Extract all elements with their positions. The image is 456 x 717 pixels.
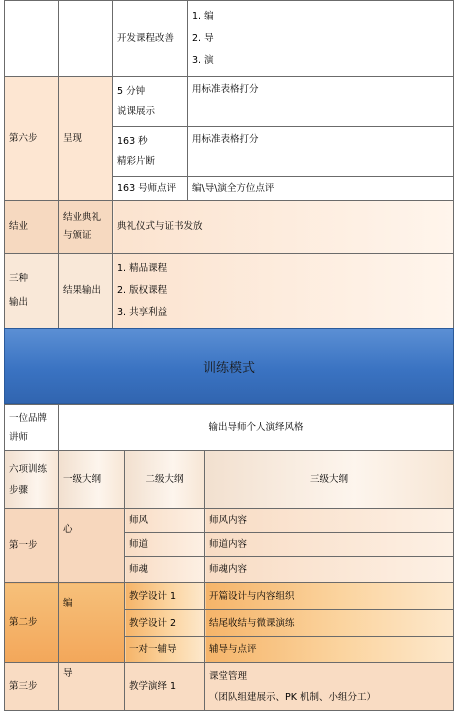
step1-level3: 师风内容 bbox=[205, 509, 454, 533]
improve-item: 2. 导 bbox=[192, 32, 214, 44]
improve-item: 1. 编 bbox=[192, 10, 214, 22]
improve-row bbox=[5, 1, 454, 77]
empty-cell bbox=[5, 1, 59, 77]
step3-level2: 教学演绎 1 bbox=[125, 663, 205, 711]
brand-label-line: 一位品牌 bbox=[9, 412, 48, 424]
sub-label-line: 精彩片断 bbox=[117, 155, 156, 167]
step6-phase: 呈现 bbox=[59, 77, 113, 201]
step3-row bbox=[5, 663, 454, 711]
improve-items bbox=[188, 1, 454, 77]
training-mode-banner bbox=[4, 328, 454, 404]
header-level2: 二级大纲 bbox=[125, 451, 205, 509]
step2-label: 第二步 bbox=[5, 583, 59, 663]
step3-level1: 导 bbox=[59, 663, 125, 711]
header-line: 六项训练 bbox=[9, 463, 48, 475]
sub-label-line: 163 秒 bbox=[117, 135, 148, 147]
output-item: 1. 精品课程 bbox=[117, 263, 168, 274]
step6-sub-label: 163 号师点评 bbox=[113, 177, 188, 201]
sub-label-line: 说课展示 bbox=[117, 105, 156, 117]
step2-level2: 教学设计 2 bbox=[125, 610, 205, 637]
step-line: 输出 bbox=[9, 297, 29, 308]
phase-line: 结业典礼 bbox=[63, 212, 102, 223]
graduation-content: 典礼仪式与证书发放 bbox=[113, 201, 454, 254]
brand-row bbox=[5, 405, 454, 451]
graduation-row bbox=[5, 201, 454, 254]
step2-level3: 开篇设计与内容组织 bbox=[205, 583, 454, 610]
outputs-items bbox=[113, 254, 454, 329]
empty-cell bbox=[59, 1, 113, 77]
step-line: 三种 bbox=[9, 273, 29, 284]
brand-label-line: 讲师 bbox=[9, 431, 29, 443]
step2-level3: 辅导与点评 bbox=[205, 637, 454, 663]
step3-label: 第三步 bbox=[5, 663, 59, 711]
outputs-step bbox=[5, 254, 59, 329]
step1-label: 第一步 bbox=[5, 509, 59, 583]
improve-label: 开发课程改善 bbox=[113, 1, 188, 77]
step2-level2: 一对一辅导 bbox=[125, 637, 205, 663]
outputs-phase: 结果输出 bbox=[59, 254, 113, 329]
header-line: 步骤 bbox=[9, 484, 29, 496]
step1-level3: 师道内容 bbox=[205, 533, 454, 557]
banner-title: 训练模式 bbox=[202, 360, 255, 376]
header-level3: 三级大纲 bbox=[205, 451, 454, 509]
improve-item: 3. 演 bbox=[192, 54, 214, 66]
graduation-phase bbox=[59, 201, 113, 254]
step1-level1: 心 bbox=[59, 509, 125, 583]
step6-sub-label bbox=[113, 77, 188, 127]
sub-label-line: 5 分钟 bbox=[117, 85, 146, 97]
brand-content: 输出导师个人演绎风格 bbox=[59, 405, 454, 451]
level3-line: （团队组建展示、PK 机制、小组分工） bbox=[209, 691, 376, 703]
step3-level3 bbox=[205, 663, 454, 711]
step6-content: 用标准表格打分 bbox=[188, 77, 454, 127]
graduation-step: 结业 bbox=[5, 201, 59, 254]
top-table bbox=[4, 0, 454, 329]
step1-level2: 师道 bbox=[125, 533, 205, 557]
step2-level3: 结尾收结与微课演练 bbox=[205, 610, 454, 637]
phase-line: 与颁证 bbox=[63, 230, 92, 241]
level3-line: 课堂管理 bbox=[209, 670, 248, 682]
step1-level2: 师风 bbox=[125, 509, 205, 533]
step2-level2: 教学设计 1 bbox=[125, 583, 205, 610]
brand-label bbox=[5, 405, 59, 451]
output-item: 2. 版权课程 bbox=[117, 285, 168, 296]
bottom-table bbox=[4, 404, 454, 711]
step1-level2: 师魂 bbox=[125, 557, 205, 583]
step2-row bbox=[5, 583, 454, 610]
header-level1: 一级大纲 bbox=[59, 451, 125, 509]
output-item: 3. 共享利益 bbox=[117, 307, 168, 318]
outline-header-row bbox=[5, 451, 454, 509]
step6-row bbox=[5, 77, 454, 127]
step6-label: 第六步 bbox=[5, 77, 59, 201]
header-steps bbox=[5, 451, 59, 509]
step6-sub-label bbox=[113, 127, 188, 177]
outputs-row bbox=[5, 254, 454, 329]
step2-level1: 编 bbox=[59, 583, 125, 663]
step1-level3: 师魂内容 bbox=[205, 557, 454, 583]
step6-content: 用标准表格打分 bbox=[188, 127, 454, 177]
step1-row bbox=[5, 509, 454, 533]
step6-content: 编\导\演全方位点评 bbox=[188, 177, 454, 201]
